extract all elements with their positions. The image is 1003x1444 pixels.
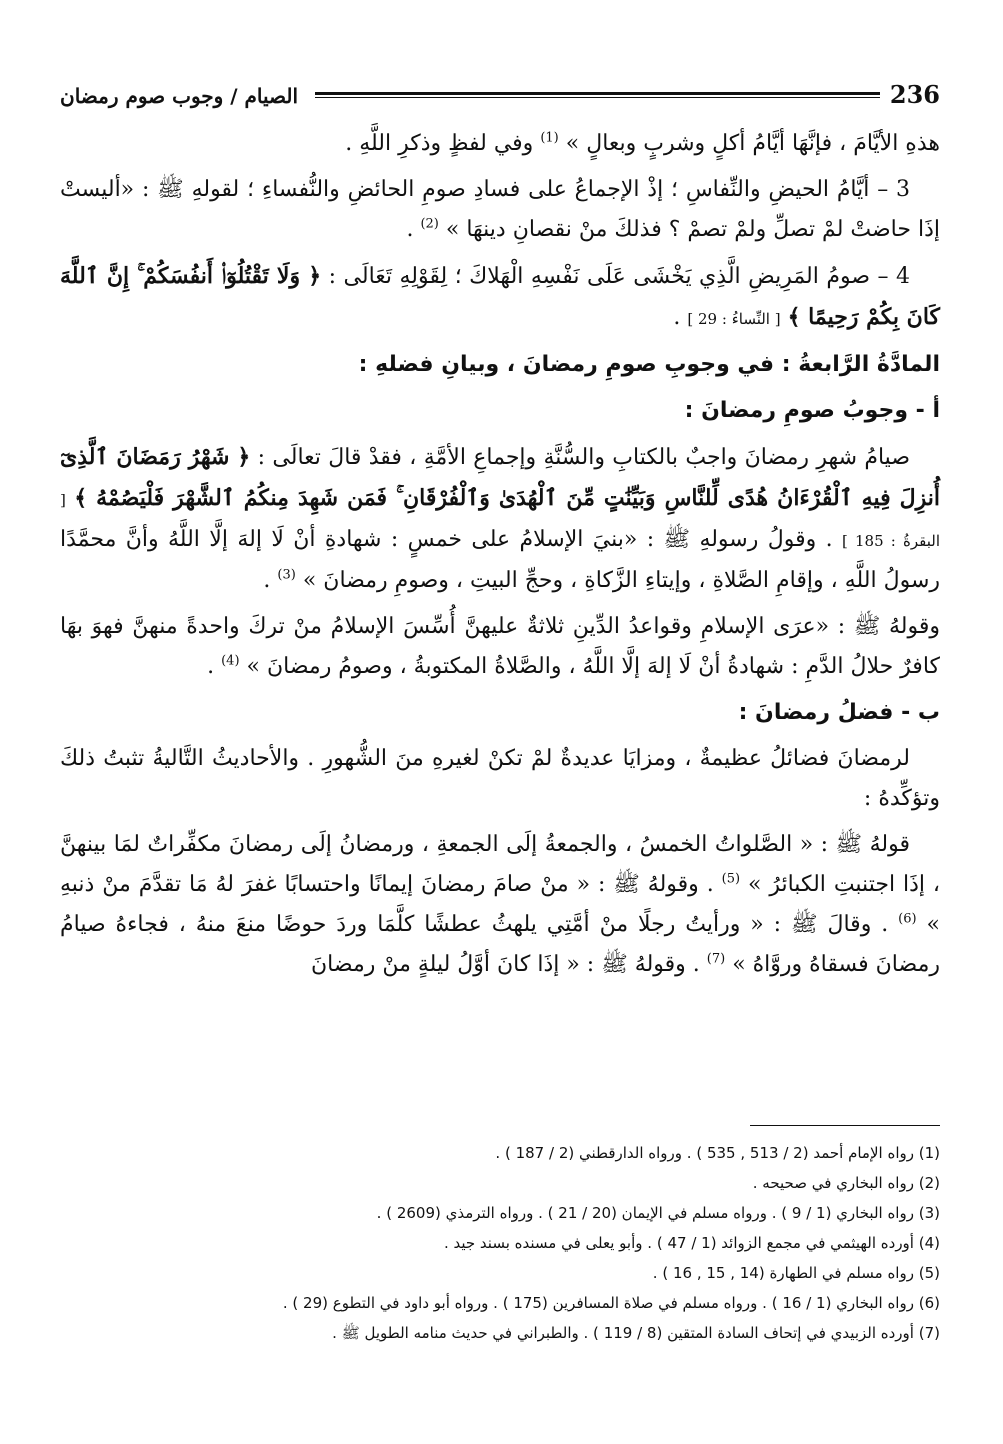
footnote-separator <box>750 1125 940 1126</box>
paragraph: صيامُ شهرِ رمضانَ واجبٌ بالكتابِ والسُّنَّةِ وإجماعِ الأمَّةِ ، فقدْ قالَ تعالَى : ﴿ شَهْرُ رَمَضَانَ ٱلَّذِىٓ أُنزِلَ فِيهِ ٱلْقُرْءَانُ هُدًى لِّلنَّاسِ وَبَيِّنَٰتٍ مِّنَ ٱلْهُدَىٰ وَٱلْفُرْقَانِ ۚ فَمَن شَهِدَ مِنكُمُ ٱلشَّهْرَ فَلْيَصُمْهُ ﴾ [ البقرةُ : 185 ] . وقولُ رسولهِ ﷺ : «بنيَ الإسلامُ على خمسٍ : شهادةِ أنْ لَا إلهَ إلَّا اللَّهُ وأنَّ محمَّدًا رسولُ اللَّهِ ، وإقامِ الصَّلاةِ ، وإيتاءِ الزَّكاةِ ، وحجِّ البيتِ ، وصومِ رمضانَ » $^{(3)}$ . <box>60 444 941 593</box>
footnotes <box>60 1138 940 1348</box>
header-rule <box>315 92 880 98</box>
quran-verse: ﴿ شَهْرُ رَمَضَانَ ٱلَّذِىٓ أُنزِلَ فِيهِ ٱلْقُرْءَانُ هُدًى لِّلنَّاسِ وَبَيِّنَٰتٍ مِّنَ ٱلْهُدَىٰ وَٱلْفُرْقَانِ ۚ فَمَن شَهِدَ مِنكُمُ ٱلشَّهْرَ فَلْيَصُمْهُ ﴾ <box>60 444 940 511</box>
book-page <box>60 70 940 1400</box>
footnote: (1) رواه الإمام أحمد (2 / 513 , 535 ) . ورواه الدارقطني (2 / 187 ) . <box>495 1144 940 1162</box>
footnote: (3) رواه البخاري (1 / 9 ) . ورواه مسلم في الإيمان (20 / 21 ) . ورواه الترمذي (2609 ) . <box>376 1204 940 1222</box>
paragraph: لرمضانَ فضائلُ عظيمةٌ ، ومزايَا عديدةٌ لمْ تكنْ لغيرهِ منَ الشُّهورِ . والأحاديثُ التَّاليةُ تثبتُ ذلكَ وتؤكِّدهُ : <box>60 746 940 811</box>
paragraph: وقولهُ ﷺ : «عرَى الإسلامِ وقواعدُ الدِّينِ ثلاثةٌ عليهنَّ أُسِّسَ الإسلامُ منْ تركَ واحدةً منهنَّ فهوَ بهَا كافرٌ حلالُ الدَّمِ : شهادةُ أنْ لَا إلهَ إلَّا اللَّهُ ، والصَّلاةُ المكتوبةُ ، وصومُ رمضانَ » $^{(4)}$ . <box>60 614 940 679</box>
footnote: (6) رواه البخاري (1 / 16 ) . ورواه مسلم في صلاة المسافرين (175 ) . ورواه أبو داود في التطوع (29 ) . <box>282 1294 940 1312</box>
paragraph: 3 – أيَّامُ الحيضِ والنِّفاسِ ؛ إذْ الإجماعُ على فسادِ صومِ الحائضِ والنُّفساءِ ؛ لقولهِ ﷺ : «أليستْ إذَا حاضتْ لمْ تصلِّ ولمْ تصمْ ؟ فذلكَ منْ نقصانِ دينهَا » $^{(2)}$ . <box>60 177 940 242</box>
footnote-marker: (4) <box>221 653 240 669</box>
footnote-marker: (2) <box>420 216 439 232</box>
footnote-marker: (5) <box>721 871 741 887</box>
verse-reference: [ البقرةُ : 185 ] <box>60 491 941 550</box>
quran-verse: ﴿ وَلَا تَقْتُلُوٓا۟ أَنفُسَكُمْ ۚ إِنَّ ٱللَّهَ كَانَ بِكُمْ رَحِيمًا ﴾ <box>60 263 940 330</box>
footnote-marker: (1) <box>540 130 559 146</box>
section-heading: المادَّةُ الرَّابعةُ : في وجوبِ صومِ رمضانَ ، وبيانِ فضلهِ : <box>358 352 940 377</box>
footnote: (7) أورده الزبيدي في إتحاف السادة المتقين (8 / 119 ) . والطبراني في حديث منامه الطويل ﷺ . <box>332 1324 940 1342</box>
chapter-title: الصيام / وجوب صوم رمضان <box>60 84 299 108</box>
verse-reference: [ النِّساءُ : 29 ] <box>687 310 781 328</box>
footnote: (2) رواه البخاري في صحيحه . <box>752 1174 940 1192</box>
footnote: (4) أورده الهيثمي في مجمع الزوائد (1 / 47 ) . وأبو يعلى في مسنده بسند جيد . <box>443 1234 940 1252</box>
subsection-heading: ب - فضلُ رمضانَ : <box>738 700 940 725</box>
footnote-marker: (6) <box>898 911 917 927</box>
running-header <box>60 70 940 116</box>
subsection-heading: أ - وجوبُ صومِ رمضانَ : <box>684 398 940 423</box>
paragraph: هذهِ الأيَّامَ ، فإنَّهَا أيَّامُ أكلٍ وشربٍ وبعالٍ » $^{(1)}$ وفي لفظٍ وذكرِ اللَّهِ . <box>345 130 940 156</box>
footnote: (5) رواه مسلم في الطهارة (14 , 15 , 16 ) . <box>652 1264 940 1282</box>
page-number: 236 <box>889 80 940 109</box>
paragraph: 4 – صومُ المَرِيضِ الَّذِي يَخْشَى عَلَى نَفْسِهِ الْهَلاكَ ؛ لِقَوْلِهِ تَعَالَى : ﴿ وَلَا تَقْتُلُوٓا۟ أَنفُسَكُمْ ۚ إِنَّ ٱللَّهَ كَانَ بِكُمْ رَحِيمًا ﴾ [ النِّساءُ : 29 ] . <box>60 263 940 330</box>
footnote-marker: (3) <box>277 567 296 583</box>
main-text <box>60 124 940 985</box>
paragraph: قولهُ ﷺ : « الصَّلواتُ الخمسُ ، والجمعةُ إلَى الجمعةِ ، ورمضانُ إلَى رمضانَ مكفِّراتٌ لمَا بينهنَّ ، إذَا اجتنبتِ الكبائرُ » $^{(5)}$ . وقولهُ ﷺ : « منْ صامَ رمضانَ إيمانًا واحتسابًا غفرَ لهُ مَا تقدَّمَ منْ ذنبهِ » $^{(6)}$ . وقالَ ﷺ : « ورأيتُ رجلًا منْ أمَّتِي يلهثُ عطشًا كلَّمَا وردَ حوضًا منعَ منهُ ، فجاءهُ صيامُ رمضانَ فسقاهُ وروَّاهُ » $^{(7)}$ . وقولهُ ﷺ : « إذَا كانَ أوَّلُ ليلةٍ منْ رمضانَ <box>60 832 940 977</box>
footnote-marker: (7) <box>706 951 726 967</box>
